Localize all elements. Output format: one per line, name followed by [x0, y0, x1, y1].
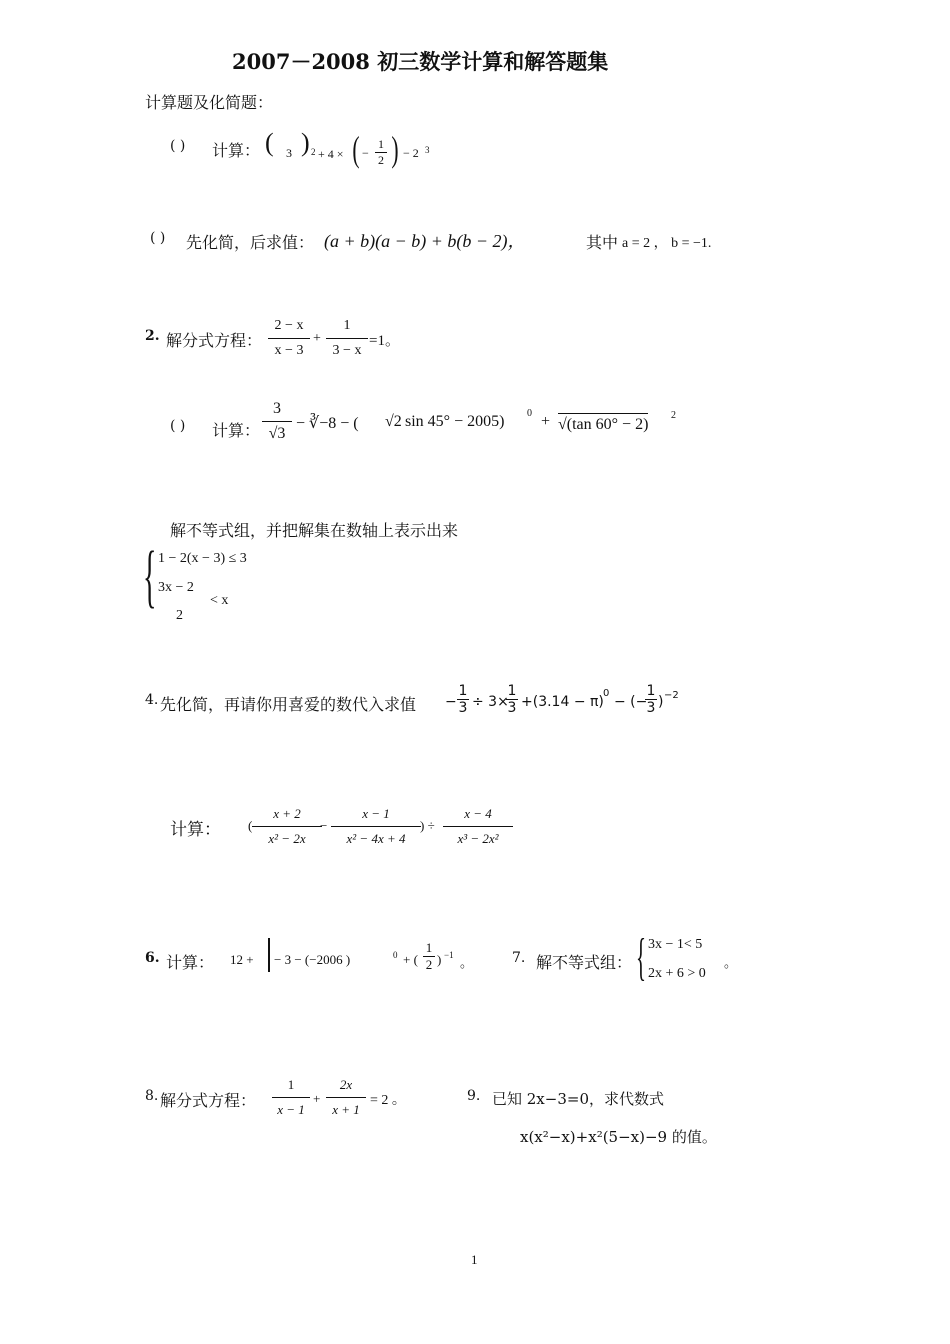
- question-label: 解分式方程：: [160, 1091, 257, 1110]
- numerator: 1: [425, 940, 433, 955]
- numerator: 1: [343, 318, 351, 333]
- section-heading: 计算题及化简题：: [145, 93, 274, 112]
- fraction: [375, 137, 387, 168]
- abs-bar: [268, 938, 270, 972]
- question-label: 解不等式组，并把解集在数轴上表示出来: [170, 521, 459, 540]
- plus-sign: +: [313, 1091, 321, 1106]
- paren-close: ): [391, 129, 399, 169]
- fraction: [326, 318, 368, 359]
- question-label: 先化简，再请你用喜爱的数代入求值: [160, 695, 417, 714]
- numerator: 2 − x: [274, 318, 304, 333]
- denominator: 3: [646, 700, 656, 716]
- paren-close: ): [301, 128, 310, 157]
- denominator: x² − 4x + 4: [346, 831, 406, 846]
- math-term: ÷ 3×: [472, 694, 509, 710]
- inequality-line-1: 3x − 1< 5: [648, 937, 703, 952]
- sqrt-term: √2: [385, 413, 402, 430]
- question-number: ( ): [170, 418, 186, 434]
- exponent: −2: [664, 690, 679, 701]
- math-term: − ∛−8 − (: [296, 415, 359, 432]
- inequality-line-1: 1 − 2(x − 3) ≤ 3: [158, 551, 247, 566]
- denominator: 3 − x: [332, 343, 362, 358]
- denominator: 3: [458, 700, 468, 716]
- brace-icon: {: [636, 929, 646, 986]
- paren-open: (: [248, 818, 253, 833]
- question-label: 解不等式组：: [536, 953, 633, 972]
- minus-sign: −: [362, 146, 369, 160]
- question-number: ( ): [170, 138, 186, 154]
- denominator: 2: [425, 957, 433, 972]
- question-label: 解分式方程：: [166, 331, 263, 350]
- paren-open: (: [265, 128, 274, 157]
- minus-sign: −: [320, 818, 328, 833]
- denominator: x − 3: [274, 343, 304, 358]
- question-number: 6.: [145, 950, 160, 966]
- exponent: 0: [603, 688, 610, 699]
- denominator: 2: [378, 153, 384, 167]
- exponent: 3: [425, 145, 430, 155]
- exponent: 2: [311, 147, 316, 157]
- paren-open: (: [352, 129, 360, 169]
- fraction: [252, 806, 322, 847]
- question-number: 4.: [145, 692, 159, 708]
- numerator: x + 2: [273, 806, 301, 821]
- denominator: x − 1: [277, 1102, 305, 1117]
- equation-rhs: = 2 。: [370, 1093, 406, 1108]
- denominator: x² − 2x: [268, 831, 306, 846]
- question-label: 计算：: [170, 820, 221, 840]
- fraction: [645, 683, 657, 716]
- math-term: + (: [403, 952, 418, 967]
- denominator: x + 1: [332, 1102, 360, 1117]
- inequality-line-2-numerator: 3x − 2: [158, 580, 194, 595]
- math-term: − (−: [614, 694, 648, 710]
- exponent: 0: [393, 950, 398, 960]
- math-term: + 4 ×: [318, 147, 344, 161]
- question-number: ( ): [150, 230, 166, 246]
- page-title: 2007－2008 初三数学计算和解答题集: [232, 49, 609, 74]
- fraction: [506, 683, 518, 716]
- numerator: 1: [646, 683, 656, 699]
- numerator: x − 4: [464, 806, 492, 821]
- math-term: ) ÷: [420, 818, 435, 833]
- exponent: −1: [444, 950, 454, 960]
- math-term: 12 +: [230, 952, 254, 967]
- numerator: 1: [507, 683, 517, 699]
- question-label: 先化简，后求值：: [186, 233, 315, 252]
- fraction: [272, 1077, 310, 1118]
- denominator: 3: [507, 700, 517, 716]
- sqrt-term: √(tan 60° − 2): [558, 413, 648, 434]
- math-expression: (a + b)(a − b) + b(b − 2)，: [324, 231, 526, 251]
- sentence-end: 。: [724, 955, 738, 970]
- numerator: 1: [458, 683, 468, 699]
- minus-sign: −: [445, 694, 457, 710]
- fraction: [326, 1077, 366, 1118]
- question-line-2: x(x²−x)+x²(5−x)−9 的值。: [520, 1128, 717, 1146]
- numerator: x − 1: [362, 806, 390, 821]
- numerator: 3: [273, 400, 281, 417]
- question-number: 9.: [467, 1088, 481, 1104]
- question-line-1: 已知 2x−3=0，求代数式: [492, 1090, 664, 1108]
- plus-sign: +: [313, 331, 321, 346]
- question-number: 7.: [512, 950, 526, 966]
- question-label: 计算：: [212, 421, 261, 440]
- condition-prefix: 其中: [586, 233, 619, 252]
- fraction: [423, 940, 435, 973]
- math-term: sin 45° − 2005): [405, 413, 505, 430]
- question-label: 计算：: [212, 141, 261, 160]
- question-label: 计算：: [166, 953, 215, 972]
- brace-icon: {: [143, 538, 157, 615]
- math-term: 3: [286, 146, 292, 160]
- condition: a = 2 ， b = −1.: [622, 236, 712, 251]
- fraction: [262, 400, 292, 443]
- question-number: 2.: [145, 328, 160, 344]
- denominator: x³ − 2x²: [457, 831, 499, 846]
- numerator: 1: [287, 1077, 295, 1092]
- fraction: [443, 806, 513, 847]
- math-term: − 2: [403, 146, 419, 160]
- plus-sign: +: [541, 413, 551, 430]
- inequality-line-2: 2x + 6 > 0: [648, 966, 706, 981]
- denominator: √3: [268, 425, 286, 442]
- equation-rhs: =1。: [369, 333, 400, 349]
- fraction: [331, 806, 421, 847]
- sentence-end: 。: [460, 955, 474, 970]
- math-term: +(3.14 − π): [521, 694, 604, 710]
- math-term: − 3 − (−2006 ): [274, 952, 351, 967]
- fraction: [457, 683, 469, 716]
- fraction: [268, 318, 310, 359]
- inequality-line-2-relation: < x: [210, 593, 229, 608]
- question-number: 8.: [145, 1088, 159, 1104]
- paren-close: ): [437, 952, 442, 967]
- numerator: 1: [378, 137, 384, 151]
- paren-close: ): [658, 694, 664, 710]
- exponent: 2: [671, 410, 676, 421]
- page-number: 1: [471, 1252, 478, 1267]
- numerator: 2x: [339, 1077, 353, 1092]
- exponent: 0: [527, 408, 532, 419]
- inequality-line-2-denominator: 2: [176, 608, 183, 623]
